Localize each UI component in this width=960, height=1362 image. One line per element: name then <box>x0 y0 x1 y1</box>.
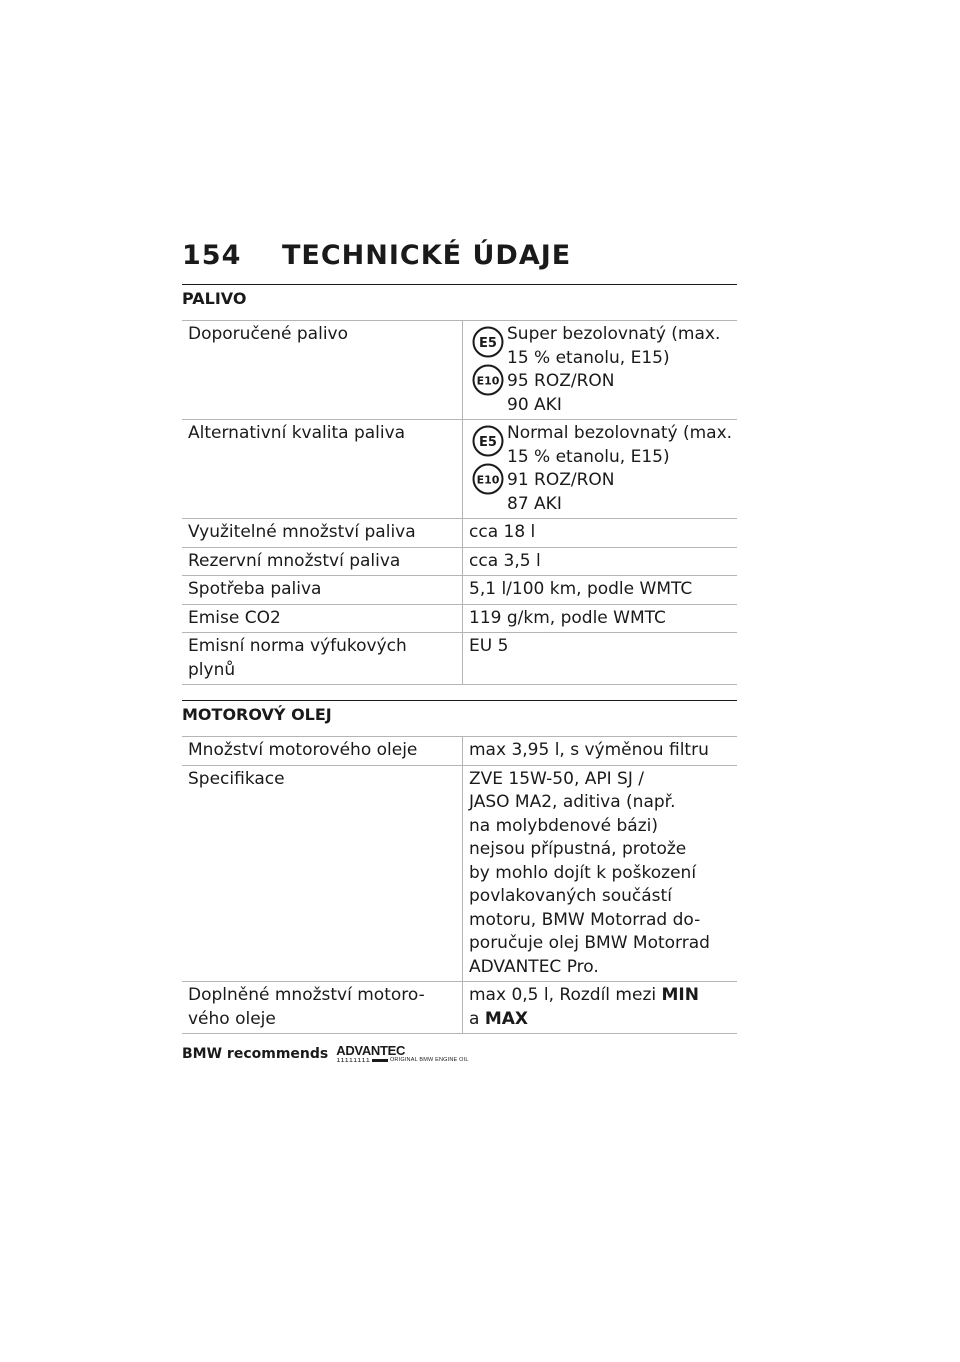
oil-spec-line: ZVE 15W-50, API SJ / <box>469 768 644 789</box>
co2-emission-label: Emise CO2 <box>182 604 463 633</box>
fuel-recommended-line: 90 AKI <box>507 394 562 415</box>
table-row <box>182 420 737 519</box>
fuel-alternative-line: 91 ROZ/RON <box>507 470 615 490</box>
table-row <box>182 321 737 420</box>
oil-refill-value <box>463 982 738 1034</box>
fuel-type-icons <box>469 422 507 501</box>
page-content <box>182 240 737 1064</box>
co2-emission-value: 119 g/km, podle WMTC <box>463 604 738 633</box>
fuel-e10-icon-label: E10 <box>476 473 500 487</box>
fuel-type-icons <box>469 323 507 402</box>
page-number: 154 <box>182 240 242 271</box>
fuel-recommended-line: 15 % etanolu, E15) <box>507 347 670 368</box>
oil-table <box>182 736 737 1034</box>
oil-spec-line: JASO MA2, aditiva (např. <box>469 792 676 812</box>
fuel-alternative-label: Alternativní kvalita paliva <box>182 420 463 519</box>
fuel-e5-icon-label: E5 <box>479 435 497 450</box>
oil-spec-line: ADVANTEC Pro. <box>469 956 599 977</box>
oil-spec-label: Specifikace <box>182 765 463 982</box>
table-row <box>182 765 737 982</box>
fuel-consumption-value: 5,1 l/100 km, podle WMTC <box>463 576 738 605</box>
oil-max-mark: MAX <box>484 1008 529 1029</box>
fuel-consumption-label: Spotřeba paliva <box>182 576 463 605</box>
table-row <box>182 737 737 766</box>
oil-refill-label-line: Doplněné množství motoro- <box>188 985 425 1005</box>
fuel-alternative-line: Normal bezolovnatý (max. <box>507 423 733 443</box>
table-row <box>182 604 737 633</box>
fuel-e5-icon <box>472 326 504 358</box>
fuel-alternative-value <box>463 420 738 519</box>
oil-spec-line: nejsou přípustná, protože <box>469 839 687 859</box>
advantec-logo <box>336 1044 468 1064</box>
fuel-e10-icon-label: E10 <box>476 374 500 388</box>
oil-spec-line: poručuje olej BMW Motorrad <box>469 933 710 953</box>
oil-spec-line: povlakovaných součástí <box>469 886 672 906</box>
fuel-table <box>182 320 737 685</box>
page-header <box>182 240 737 284</box>
oil-refill-text: a <box>469 1008 485 1029</box>
emission-standard-label: Emisní norma výfukových plynů <box>182 633 463 685</box>
fuel-recommended-line: 95 ROZ/RON <box>507 371 615 391</box>
oil-section-title: MOTOROVÝ OLEJ <box>182 700 737 736</box>
fuel-e10-icon <box>472 364 504 396</box>
fuel-usable-value: cca 18 l <box>463 519 738 548</box>
table-row <box>182 519 737 548</box>
oil-refill-label-line: vého oleje <box>188 1008 276 1029</box>
oil-quantity-label: Množství motorového oleje <box>182 737 463 766</box>
advantec-logo-name: ADVANTEC <box>336 1043 406 1058</box>
advantec-stripe-icon: ıııııııı <box>336 1056 370 1064</box>
advantec-logo-tagline: ORIGINAL BMW ENGINE OIL <box>389 1057 469 1063</box>
fuel-reserve-label: Rezervní množství paliva <box>182 547 463 576</box>
oil-spec-value <box>463 765 738 982</box>
emission-standard-value: EU 5 <box>463 633 738 685</box>
oil-min-mark: MIN <box>661 985 699 1005</box>
oil-spec-line: by mohlo dojít k poškození <box>469 862 697 883</box>
table-row <box>182 576 737 605</box>
page-title: TECHNICKÉ ÚDAJE <box>282 240 572 271</box>
oil-quantity-value: max 3,95 l, s výměnou filtru <box>463 737 738 766</box>
oil-spec-line: na molybdenové bázi) <box>469 815 658 836</box>
fuel-recommended-value <box>463 321 738 420</box>
oil-spec-line: motoru, BMW Motorrad do- <box>469 909 701 930</box>
table-row <box>182 633 737 685</box>
fuel-recommended-line: Super bezolovnatý (max. <box>507 324 721 344</box>
fuel-usable-label: Využitelné množství paliva <box>182 519 463 548</box>
fuel-e10-icon <box>472 463 504 495</box>
fuel-alternative-line: 87 AKI <box>507 493 562 514</box>
oil-refill-label <box>182 982 463 1034</box>
table-row <box>182 547 737 576</box>
table-row <box>182 982 737 1034</box>
fuel-section-title: PALIVO <box>182 284 737 320</box>
footer <box>182 1044 737 1064</box>
bmw-recommends-text: BMW recommends <box>182 1046 329 1062</box>
fuel-e5-icon-label: E5 <box>479 336 497 351</box>
fuel-e5-icon <box>472 425 504 457</box>
fuel-reserve-value: cca 3,5 l <box>463 547 738 576</box>
fuel-recommended-label: Doporučené palivo <box>182 321 463 420</box>
oil-refill-text: max 0,5 l, Rozdíl mezi <box>469 985 662 1005</box>
advantec-bar-icon <box>372 1059 388 1062</box>
fuel-alternative-line: 15 % etanolu, E15) <box>507 446 670 467</box>
